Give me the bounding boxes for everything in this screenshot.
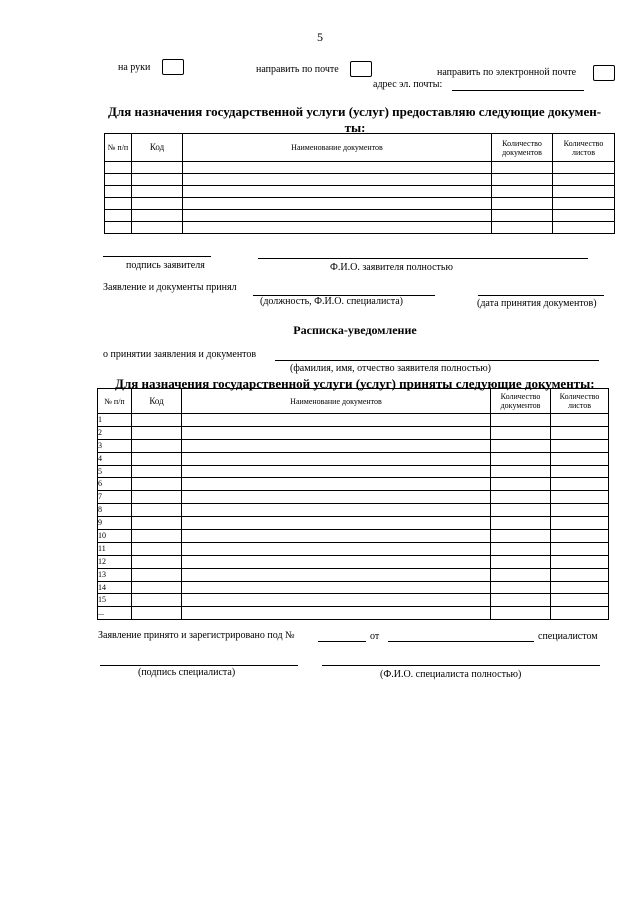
table-cell[interactable] [491, 491, 551, 504]
table-cell[interactable] [491, 452, 551, 465]
table-cell[interactable] [491, 465, 551, 478]
table-cell[interactable] [182, 452, 491, 465]
table-row [98, 581, 609, 594]
table-row [98, 504, 609, 517]
email-address-field[interactable] [452, 90, 584, 91]
delivery-by-mail-checkbox[interactable] [350, 61, 372, 77]
col-code-header: Код [132, 134, 183, 162]
table-cell[interactable] [182, 607, 491, 620]
table-cell[interactable] [551, 555, 609, 568]
col-num-header: № п/п [98, 389, 132, 414]
acceptance-date-caption: (дата принятия документов) [477, 298, 597, 309]
table-cell[interactable] [551, 465, 609, 478]
table-cell[interactable] [132, 439, 182, 452]
row-number: 6 [98, 478, 132, 491]
registration-from-label: от [370, 631, 380, 642]
applicant-fullname-line[interactable] [258, 258, 588, 259]
table-cell[interactable] [132, 452, 182, 465]
registration-specialist-label: специалистом [538, 631, 598, 642]
table-row [98, 607, 609, 620]
table-cell[interactable] [182, 491, 491, 504]
row-number: 8 [98, 504, 132, 517]
delivery-by-email-label: направить по электронной почте [437, 67, 577, 78]
col-num-header: № п/п [105, 134, 132, 162]
specialist-signature-caption: (подпись специалиста) [138, 667, 236, 678]
table-cell[interactable] [132, 465, 182, 478]
table-row [105, 222, 615, 234]
delivery-in-hand-label: на руки [118, 62, 151, 73]
table-row [98, 555, 609, 568]
applicant-name-line[interactable] [275, 360, 599, 361]
email-address-label: адрес эл. почты: [373, 79, 443, 90]
table-cell[interactable] [491, 426, 551, 439]
specialist-signature-line[interactable] [100, 665, 298, 666]
table-row [98, 542, 609, 555]
table-row [105, 174, 615, 186]
table-cell[interactable] [491, 568, 551, 581]
table-cell[interactable] [551, 491, 609, 504]
table-row [105, 162, 615, 174]
specialist-fullname-line[interactable] [322, 665, 600, 666]
col-doc-count-header: Количество документов [491, 389, 551, 414]
table-cell[interactable] [182, 581, 491, 594]
table-cell[interactable] [491, 504, 551, 517]
applicant-signature-line[interactable] [103, 256, 211, 257]
col-name-header: Наименование документов [182, 389, 491, 414]
table-cell[interactable] [551, 594, 609, 607]
table-cell[interactable] [132, 555, 182, 568]
receipt-title: Расписка-уведомление [293, 323, 417, 337]
col-sheet-count-header: Количество листов [551, 389, 609, 414]
table-row [98, 414, 609, 427]
table-row [98, 426, 609, 439]
row-number: 5 [98, 465, 132, 478]
row-number: 3 [98, 439, 132, 452]
applicant-name-hint: (фамилия, имя, отчество заявителя полностью) [290, 363, 492, 374]
table-cell[interactable] [132, 478, 182, 491]
row-number: ... [98, 607, 132, 620]
receipt-about-label: о принятии заявления и документов [103, 349, 257, 360]
table-cell[interactable] [132, 568, 182, 581]
table-cell[interactable] [182, 478, 491, 491]
row-number: 10 [98, 530, 132, 543]
table-cell[interactable] [132, 607, 182, 620]
table-cell[interactable] [182, 426, 491, 439]
table-row [98, 530, 609, 543]
table-cell[interactable] [491, 581, 551, 594]
table-cell[interactable] [182, 504, 491, 517]
table-cell[interactable] [491, 414, 551, 427]
row-number: 1 [98, 414, 132, 427]
table-cell[interactable] [491, 530, 551, 543]
section1-heading-line2: ты: [344, 120, 366, 135]
table-cell[interactable] [132, 542, 182, 555]
table-cell[interactable] [182, 414, 491, 427]
row-number: 11 [98, 542, 132, 555]
table-cell[interactable] [132, 530, 182, 543]
table-row [98, 478, 609, 491]
table-row [98, 439, 609, 452]
table-cell[interactable] [182, 555, 491, 568]
specialist-position-caption: (должность, Ф.И.О. специалиста) [260, 296, 403, 307]
registration-number-line[interactable] [318, 641, 366, 642]
table-cell[interactable] [491, 555, 551, 568]
documents-accepted-table [97, 388, 609, 620]
delivery-in-hand-checkbox[interactable] [162, 59, 184, 75]
table-cell[interactable] [491, 594, 551, 607]
page-number: 5 [317, 30, 323, 44]
table-cell[interactable] [132, 414, 182, 427]
row-number: 14 [98, 581, 132, 594]
table-cell[interactable] [132, 581, 182, 594]
table-row [98, 517, 609, 530]
table-cell[interactable] [551, 414, 609, 427]
col-code-header: Код [132, 389, 182, 414]
registration-text: Заявление принято и зарегистрировано под № [98, 630, 295, 641]
table-cell[interactable] [551, 426, 609, 439]
row-number: 15 [98, 594, 132, 607]
table-row [105, 210, 615, 222]
table-cell[interactable] [551, 452, 609, 465]
table-cell[interactable] [551, 581, 609, 594]
table-cell[interactable] [491, 478, 551, 491]
row-number: 9 [98, 517, 132, 530]
table-cell[interactable] [551, 530, 609, 543]
delivery-by-email-checkbox[interactable] [593, 65, 615, 81]
acceptance-date-line[interactable] [478, 295, 604, 296]
table-row [98, 465, 609, 478]
table-cell[interactable] [182, 568, 491, 581]
table-cell[interactable] [551, 568, 609, 581]
row-number: 2 [98, 426, 132, 439]
table-cell[interactable] [551, 439, 609, 452]
table-cell[interactable] [491, 439, 551, 452]
table-cell[interactable] [182, 465, 491, 478]
row-number: 12 [98, 555, 132, 568]
table-cell[interactable] [551, 542, 609, 555]
col-sheet-count-header: Количество листов [553, 134, 615, 162]
registration-date-line[interactable] [388, 641, 534, 642]
table-cell[interactable] [551, 517, 609, 530]
table-row [105, 198, 615, 210]
table-cell[interactable] [182, 530, 491, 543]
section1-heading-line1: Для назначения государственной услуги (услуг) предоставляю следующие докумен- [108, 104, 602, 119]
table-cell[interactable] [132, 426, 182, 439]
table-cell[interactable] [551, 504, 609, 517]
table-cell[interactable] [491, 607, 551, 620]
table-row [98, 491, 609, 504]
row-number: 13 [98, 568, 132, 581]
row-number: 4 [98, 452, 132, 465]
applicant-signature-caption: подпись заявителя [126, 260, 205, 271]
table-row [105, 186, 615, 198]
table-cell[interactable] [551, 607, 609, 620]
table-cell[interactable] [491, 542, 551, 555]
table-cell[interactable] [182, 439, 491, 452]
documents-provided-table [104, 133, 615, 234]
table-cell[interactable] [132, 594, 182, 607]
specialist-fullname-caption: (Ф.И.О. специалиста полностью) [380, 669, 522, 680]
accepted-label: Заявление и документы принял [103, 282, 237, 293]
col-doc-count-header: Количество документов [492, 134, 553, 162]
col-name-header: Наименование документов [183, 134, 492, 162]
table-cell[interactable] [491, 517, 551, 530]
table-cell[interactable] [132, 491, 182, 504]
delivery-by-mail-label: направить по почте [256, 64, 339, 75]
applicant-fullname-caption: Ф.И.О. заявителя полностью [330, 262, 453, 273]
row-number: 7 [98, 491, 132, 504]
table-cell[interactable] [182, 542, 491, 555]
table-row [98, 452, 609, 465]
section2-heading: Для назначения государственной услуги (услуг) приняты следующие документы: [115, 376, 595, 391]
table-cell[interactable] [132, 517, 182, 530]
table-cell[interactable] [551, 478, 609, 491]
table-row [98, 568, 609, 581]
table-cell[interactable] [182, 594, 491, 607]
table-cell[interactable] [132, 504, 182, 517]
table-cell[interactable] [182, 517, 491, 530]
table-row [98, 594, 609, 607]
